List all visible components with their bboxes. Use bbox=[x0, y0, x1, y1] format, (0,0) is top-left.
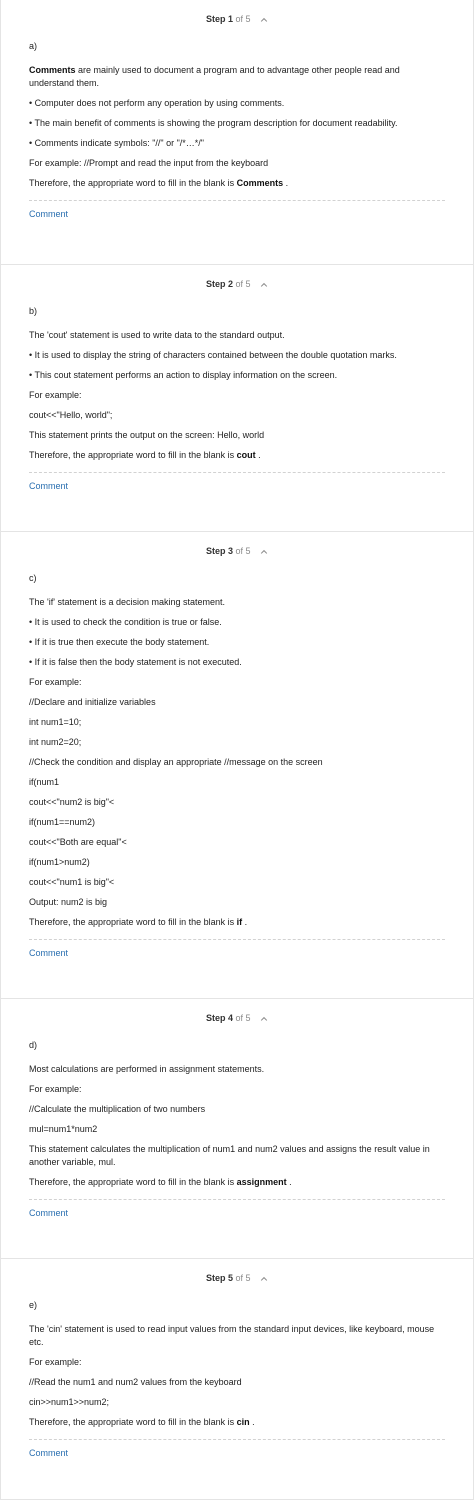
line-text-suffix: . bbox=[283, 178, 289, 188]
solution-step-5 bbox=[1, 1259, 473, 1500]
step-text-line bbox=[29, 636, 445, 649]
step-text-line bbox=[29, 157, 445, 170]
line-text: • This cout statement performs an action to display information on the screen. bbox=[29, 370, 338, 380]
step-text-line bbox=[29, 856, 445, 869]
line-text: cout<<"Both are equal"< bbox=[29, 837, 127, 847]
line-text: //Declare and initialize variables bbox=[29, 697, 156, 707]
answer-keyword: assignment bbox=[236, 1177, 287, 1187]
step-text-line bbox=[29, 1176, 445, 1189]
line-text: //Read the num1 and num2 values from the keyboard bbox=[29, 1377, 242, 1387]
line-text: Therefore, the appropriate word to fill in the blank is bbox=[29, 178, 237, 188]
step-label: Step 2 bbox=[205, 279, 233, 289]
step-part-letter: b) bbox=[29, 306, 38, 316]
step-text-line bbox=[29, 449, 445, 462]
step-header[interactable] bbox=[29, 999, 445, 1033]
line-text: • The main benefit of comments is showing the program description for document readability. bbox=[29, 118, 398, 128]
line-text: mul=num1*num2 bbox=[29, 1124, 98, 1134]
line-text-suffix: . bbox=[242, 917, 248, 927]
step-text-line bbox=[29, 1063, 445, 1076]
step-body bbox=[29, 329, 445, 462]
step-text-line bbox=[29, 1356, 445, 1369]
line-text: if(num1==num2) bbox=[29, 817, 96, 827]
comment-link[interactable]: Comment bbox=[29, 1208, 69, 1218]
step-divider bbox=[29, 1439, 445, 1440]
chevron-up-icon[interactable] bbox=[260, 548, 268, 556]
step-text-line bbox=[29, 876, 445, 889]
line-text: For example: //Prompt and read the input from the keyboard bbox=[29, 158, 269, 168]
answer-keyword: cout bbox=[236, 450, 256, 460]
line-text: int num1=10; bbox=[29, 717, 82, 727]
line-text: int num2=20; bbox=[29, 737, 82, 747]
line-text-suffix: are mainly used to document a program and to advantage other people read and understand them. bbox=[29, 65, 400, 88]
step-text-line bbox=[29, 696, 445, 709]
line-text: • If it is false then the body statement is not executed. bbox=[29, 657, 242, 667]
step-count-label: of 5 bbox=[235, 1013, 251, 1023]
line-text: For example: bbox=[29, 677, 82, 687]
line-text: This statement calculates the multiplication of num1 and num2 values and assigns the result value in another variable, mul. bbox=[29, 1144, 430, 1167]
solution-step-1 bbox=[1, 0, 473, 265]
step-text-line bbox=[29, 369, 445, 382]
answer-keyword: Comments bbox=[236, 178, 284, 188]
step-text-line bbox=[29, 676, 445, 689]
line-text: • Comments indicate symbols: "//" or "/*…*/" bbox=[29, 138, 204, 148]
step-text-line bbox=[29, 836, 445, 849]
step-text-line bbox=[29, 716, 445, 729]
step-text-line bbox=[29, 596, 445, 609]
solution-step-4 bbox=[1, 999, 473, 1259]
chevron-up-icon[interactable] bbox=[260, 16, 268, 24]
step-text-line bbox=[29, 1143, 445, 1169]
step-body bbox=[29, 64, 445, 190]
comment-link[interactable]: Comment bbox=[29, 1448, 69, 1458]
step-header[interactable] bbox=[29, 532, 445, 566]
step-label: Step 3 bbox=[205, 546, 233, 556]
chevron-up-icon[interactable] bbox=[260, 1275, 268, 1283]
step-label: Step 4 bbox=[205, 1013, 233, 1023]
step-text-line bbox=[29, 177, 445, 190]
line-text: cout<<"num1 is big"< bbox=[29, 877, 115, 887]
chevron-up-icon[interactable] bbox=[260, 281, 268, 289]
step-count-label: of 5 bbox=[235, 1273, 251, 1283]
step-text-line bbox=[29, 117, 445, 130]
step-text-line bbox=[29, 736, 445, 749]
step-header[interactable] bbox=[29, 265, 445, 299]
step-text-line bbox=[29, 1376, 445, 1389]
step-text-line bbox=[29, 1083, 445, 1096]
line-text: The 'cin' statement is used to read input values from the standard input devices, like keyboard, mouse etc. bbox=[29, 1324, 435, 1347]
solution-step-3 bbox=[1, 532, 473, 999]
step-text-line bbox=[29, 137, 445, 150]
line-text: For example: bbox=[29, 1084, 82, 1094]
answer-keyword: if bbox=[236, 917, 243, 927]
step-text-line bbox=[29, 616, 445, 629]
line-text: Most calculations are performed in assignment statements. bbox=[29, 1064, 265, 1074]
answer-keyword: Comments bbox=[29, 65, 76, 75]
line-text: • It is used to check the condition is true or false. bbox=[29, 617, 222, 627]
step-count-label: of 5 bbox=[235, 14, 251, 24]
step-text-line bbox=[29, 656, 445, 669]
step-text-line bbox=[29, 349, 445, 362]
line-text: • It is used to display the string of characters contained between the double quotation marks. bbox=[29, 350, 397, 360]
line-text: Output: num2 is big bbox=[29, 897, 108, 907]
step-text-line bbox=[29, 1323, 445, 1349]
step-body bbox=[29, 596, 445, 929]
step-count-label: of 5 bbox=[235, 279, 251, 289]
step-label: Step 1 bbox=[205, 14, 233, 24]
step-text-line bbox=[29, 796, 445, 809]
step-text-line bbox=[29, 1103, 445, 1116]
line-text: • Computer does not perform any operation by using comments. bbox=[29, 98, 285, 108]
step-header[interactable] bbox=[29, 1259, 445, 1293]
solution-step-2 bbox=[1, 265, 473, 532]
step-part-letter: a) bbox=[29, 41, 38, 51]
line-text: if(num1 bbox=[29, 777, 60, 787]
line-text: cout<<"num2 is big"< bbox=[29, 797, 115, 807]
line-text: if(num1>num2) bbox=[29, 857, 90, 867]
step-count-label: of 5 bbox=[235, 546, 251, 556]
step-label: Step 5 bbox=[205, 1273, 233, 1283]
step-text-line bbox=[29, 896, 445, 909]
line-text: • If it is true then execute the body statement. bbox=[29, 637, 210, 647]
step-text-line bbox=[29, 97, 445, 110]
line-text: //Check the condition and display an appropriate //message on the screen bbox=[29, 757, 323, 767]
step-part-letter: e) bbox=[29, 1300, 38, 1310]
step-text-line bbox=[29, 756, 445, 769]
step-divider bbox=[29, 1199, 445, 1200]
step-divider bbox=[29, 472, 445, 473]
line-text: Therefore, the appropriate word to fill in the blank is bbox=[29, 917, 237, 927]
step-text-line bbox=[29, 916, 445, 929]
comment-link[interactable]: Comment bbox=[29, 209, 69, 219]
chevron-up-icon[interactable] bbox=[260, 1015, 268, 1023]
comment-link[interactable]: Comment bbox=[29, 948, 69, 958]
step-part-letter: c) bbox=[29, 573, 37, 583]
step-header[interactable] bbox=[29, 0, 445, 34]
line-text-suffix: . bbox=[255, 450, 261, 460]
step-text-line bbox=[29, 429, 445, 442]
step-text-line bbox=[29, 329, 445, 342]
comment-link[interactable]: Comment bbox=[29, 481, 69, 491]
line-text-suffix: . bbox=[249, 1417, 255, 1427]
line-text: The 'cout' statement is used to write data to the standard output. bbox=[29, 330, 285, 340]
answer-keyword: cin bbox=[236, 1417, 250, 1427]
line-text-suffix: . bbox=[286, 1177, 292, 1187]
step-part-letter: d) bbox=[29, 1040, 38, 1050]
step-text-line bbox=[29, 776, 445, 789]
line-text: cin>>num1>>num2; bbox=[29, 1397, 110, 1407]
step-body bbox=[29, 1063, 445, 1189]
step-text-line bbox=[29, 64, 445, 90]
step-divider bbox=[29, 200, 445, 201]
line-text: Therefore, the appropriate word to fill in the blank is bbox=[29, 1417, 237, 1427]
step-text-line bbox=[29, 409, 445, 422]
step-text-line bbox=[29, 1416, 445, 1429]
line-text: cout<<"Hello, world"; bbox=[29, 410, 113, 420]
line-text: Therefore, the appropriate word to fill in the blank is bbox=[29, 450, 237, 460]
step-text-line bbox=[29, 816, 445, 829]
line-text: For example: bbox=[29, 390, 82, 400]
line-text: //Calculate the multiplication of two numbers bbox=[29, 1104, 206, 1114]
line-text: For example: bbox=[29, 1357, 82, 1367]
line-text: Therefore, the appropriate word to fill in the blank is bbox=[29, 1177, 237, 1187]
step-body bbox=[29, 1323, 445, 1429]
step-text-line bbox=[29, 1123, 445, 1136]
line-text: This statement prints the output on the screen: Hello, world bbox=[29, 430, 265, 440]
line-text: The 'if' statement is a decision making statement. bbox=[29, 597, 226, 607]
step-divider bbox=[29, 939, 445, 940]
step-text-line bbox=[29, 1396, 445, 1409]
step-text-line bbox=[29, 389, 445, 402]
